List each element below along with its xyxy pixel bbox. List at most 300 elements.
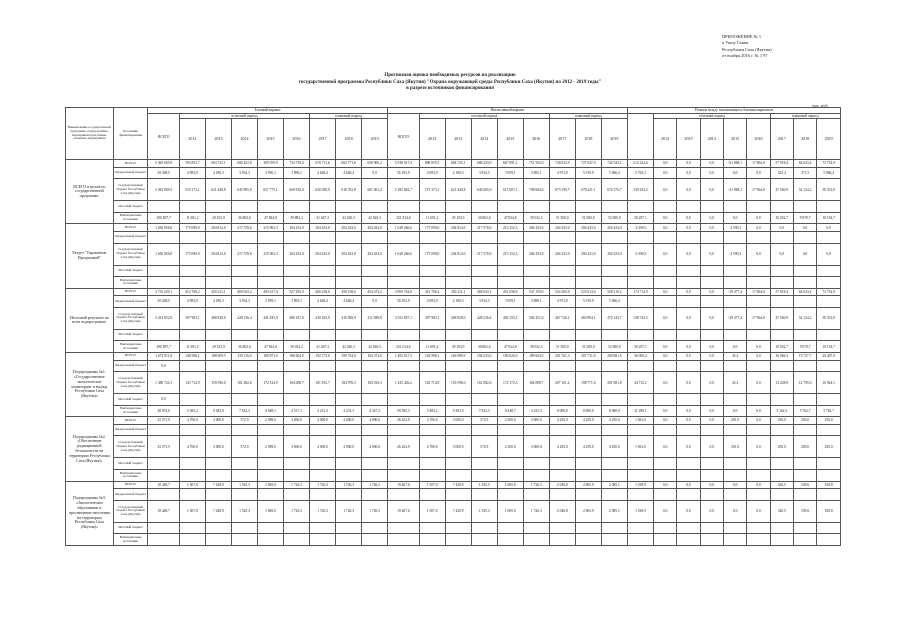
base-value-cell: 139 116,0 — [231, 353, 257, 361]
intensive-value-cell: 180 620,0 — [497, 353, 523, 361]
base-value-cell: 441 035,9 — [258, 307, 284, 329]
base-value-cell — [231, 458, 257, 470]
table-row — [66, 372, 841, 394]
table-header — [66, 108, 841, 160]
base-value-cell: 657 775,1 — [258, 179, 284, 201]
budget-table — [65, 107, 841, 546]
intensive-value-cell: 168 233,0 — [471, 353, 497, 361]
intensive-value-cell: 467 726,2 — [549, 307, 575, 329]
base-value-cell: 411 989,8 — [362, 307, 388, 329]
intensive-value-cell — [523, 360, 549, 372]
base-value-cell — [231, 277, 257, 289]
intensive-value-cell: 11 691,2 — [419, 341, 445, 353]
base-value-cell: 41 467,3 — [310, 341, 336, 353]
diff-value-cell: 201,0 — [723, 436, 746, 458]
intensive-value-cell: 159 596,0 — [445, 372, 471, 394]
diff-value-cell — [653, 534, 676, 546]
base-value-cell: 618 702,8 — [336, 179, 362, 201]
diff-value-cell — [793, 522, 816, 534]
diff-value-cell: 0,0 — [747, 341, 770, 353]
diff-value-cell: 358,8 — [817, 500, 841, 522]
intensive-value-cell: 8 000,0 — [575, 405, 601, 417]
intensive-value-cell — [445, 360, 471, 372]
base-value-cell — [362, 534, 388, 546]
base-value-cell: 4 327,3 — [362, 405, 388, 417]
base-value-cell — [362, 265, 388, 277]
base-value-cell — [205, 489, 231, 501]
diff-value-cell: 9 979,7 — [793, 212, 816, 224]
base-value-cell: 1 726,3 — [336, 500, 362, 522]
diff-value-cell: 0,0 — [770, 224, 793, 232]
base-value-cell: 1 065,0 — [258, 481, 284, 489]
header-year: 2013 — [445, 119, 471, 160]
intensive-value-cell — [497, 522, 523, 534]
base-value-cell: 662 771,6 — [336, 160, 362, 168]
intensive-value-cell — [575, 265, 601, 277]
diff-value-cell — [793, 201, 816, 213]
intensive-value-cell: 189 604,0 — [523, 353, 549, 361]
intensive-value-cell — [601, 394, 627, 406]
base-value-cell: 1 630 856,8 — [148, 224, 179, 232]
header-year: 2018 — [336, 119, 362, 160]
base-value-cell — [205, 329, 231, 341]
diff-value-cell: 0,0 — [817, 224, 841, 232]
table-row — [66, 288, 841, 296]
diff-value-cell: 0,0 — [653, 372, 676, 394]
base-value-cell: 4 093,9 — [179, 167, 205, 179]
diff-value-cell — [700, 522, 723, 534]
base-value-cell — [205, 265, 231, 277]
base-value-cell: 4 231,3 — [310, 405, 336, 417]
base-value-cell: 1 726,3 — [310, 500, 336, 522]
intensive-value-cell — [419, 534, 445, 546]
base-value-cell — [362, 489, 388, 501]
base-value-cell: 0,0 — [362, 167, 388, 179]
intensive-value-cell: 451 838,8 — [497, 288, 523, 296]
diff-value-cell — [793, 424, 816, 436]
source-label: ВСЕГО: — [113, 481, 148, 489]
intensive-value-cell — [497, 277, 523, 289]
base-value-cell — [231, 424, 257, 436]
intensive-value-cell — [419, 277, 445, 289]
intensive-value-cell — [549, 277, 575, 289]
diff-value-cell: 0,0 — [747, 417, 770, 425]
base-value-cell — [148, 489, 179, 501]
header-reported: отчетный период — [179, 114, 309, 119]
table-row — [66, 353, 841, 361]
base-value-cell — [258, 265, 284, 277]
header-total: ВСЕГО — [388, 114, 419, 160]
base-value-cell — [284, 470, 310, 482]
base-value-cell: 192 173,0 — [310, 353, 336, 361]
intensive-value-cell: 5 066,4 — [601, 167, 627, 179]
diff-value-cell — [677, 360, 700, 372]
base-value-cell — [231, 522, 257, 534]
header-year: 2017 — [770, 119, 793, 160]
intensive-value-cell: 678 421,1 — [575, 179, 601, 201]
intensive-value-cell — [497, 489, 523, 501]
source-label: Внебюджетные источники — [113, 470, 148, 482]
diff-value-cell — [770, 394, 793, 406]
intensive-value-cell — [419, 231, 445, 243]
table-row — [66, 522, 841, 534]
diff-value-cell: 0,0 — [653, 224, 676, 232]
diff-value-cell — [700, 534, 723, 546]
base-value-cell — [362, 424, 388, 436]
diff-value-cell — [700, 360, 723, 372]
intensive-value-cell: 450 211,1 — [445, 288, 471, 296]
source-label: Федеральный бюджет — [113, 489, 148, 501]
diff-value-cell — [627, 201, 653, 213]
header-total: ВСЕГО — [148, 114, 179, 160]
base-value-cell — [258, 394, 284, 406]
intensive-value-cell: 4 180,3 — [445, 296, 471, 308]
intensive-value-cell — [388, 534, 419, 546]
table-row — [66, 500, 841, 522]
table-row — [66, 307, 841, 329]
base-value-cell: 204 814,0 — [205, 243, 231, 265]
table-row — [66, 231, 841, 243]
intensive-value-cell — [549, 360, 575, 372]
diff-value-cell: 0,0 — [700, 224, 723, 232]
base-value-cell — [336, 329, 362, 341]
base-value-cell: 428 316,4 — [231, 307, 257, 329]
base-value-cell — [284, 265, 310, 277]
header-year: 2014 — [700, 119, 723, 160]
base-value-cell: 4 700,0 — [179, 436, 205, 458]
intensive-value-cell — [601, 231, 627, 243]
base-value-cell — [310, 489, 336, 501]
diff-value-cell: 20 407,9 — [817, 353, 841, 361]
intensive-value-cell — [497, 424, 523, 436]
diff-value-cell: 5 066,4 — [817, 167, 841, 179]
intensive-value-cell — [497, 458, 523, 470]
header-year: 2015 — [258, 119, 284, 160]
intensive-value-cell: 172 172,3 — [497, 372, 523, 394]
header-reported: отчетный период — [653, 114, 770, 119]
base-value-cell — [284, 424, 310, 436]
diff-value-cell — [793, 265, 816, 277]
intensive-value-cell: 4 180,3 — [445, 167, 471, 179]
diff-value-cell — [653, 489, 676, 501]
base-value-cell — [310, 360, 336, 372]
intensive-value-cell: 397 983,1 — [419, 307, 445, 329]
intensive-value-cell: 9 383,9 — [445, 405, 471, 417]
intensive-value-cell: 204 433,0 — [523, 243, 549, 265]
intensive-value-cell — [549, 458, 575, 470]
intensive-value-cell: 1 545,3 — [471, 500, 497, 522]
base-value-cell: 184 374,0 — [362, 353, 388, 361]
diff-value-cell: 138 744,5 — [627, 307, 653, 329]
base-value-cell: 533 173,1 — [179, 179, 205, 201]
diff-value-cell: -2 590,3 — [723, 243, 746, 265]
intensive-value-cell: 201 881,8 — [601, 372, 627, 394]
base-value-cell — [310, 277, 336, 289]
intensive-value-cell: 2 065,9 — [575, 481, 601, 489]
intensive-value-cell — [445, 458, 471, 470]
intensive-value-cell: 1 507,0 — [419, 481, 445, 489]
base-value-cell: 204 814,0 — [205, 224, 231, 232]
diff-value-cell: 47 560,9 — [770, 307, 793, 329]
base-value-cell: 172 124,9 — [258, 372, 284, 394]
diff-value-cell — [627, 231, 653, 243]
header-planned: плановый период — [549, 114, 627, 119]
diff-value-cell — [747, 534, 770, 546]
intensive-value-cell: 1 628 266,6 — [388, 224, 419, 232]
diff-value-cell: 0,0 — [677, 224, 700, 232]
intensive-value-cell — [419, 522, 445, 534]
base-value-cell: 7 428,9 — [205, 500, 231, 522]
base-value-cell: 3 959,1 — [258, 296, 284, 308]
diff-value-cell — [770, 534, 793, 546]
intensive-value-cell: 708 684,6 — [523, 179, 549, 201]
base-value-cell: 217 578,6 — [231, 243, 257, 265]
diff-value-cell — [770, 360, 793, 372]
base-value-cell — [179, 231, 205, 243]
base-value-cell — [362, 201, 388, 213]
diff-value-cell: 0,0 — [747, 500, 770, 522]
base-value-cell — [258, 489, 284, 501]
intensive-value-cell — [388, 394, 419, 406]
diff-value-cell — [700, 329, 723, 341]
diff-value-cell — [653, 277, 676, 289]
diff-value-cell — [770, 470, 793, 482]
header-year: 2012 — [653, 119, 676, 160]
diff-value-cell — [677, 458, 700, 470]
base-value-cell: 199 734,8 — [336, 353, 362, 361]
intensive-value-cell: 36 802,6 — [471, 341, 497, 353]
diff-value-cell: 17 864,0 — [747, 288, 770, 296]
source-label: Федеральный бюджет — [113, 424, 148, 436]
diff-value-cell — [653, 296, 676, 308]
base-value-cell: 408 928,0 — [205, 307, 231, 329]
base-value-cell — [258, 231, 284, 243]
intensive-value-cell: 321 814,6 — [388, 212, 419, 224]
intensive-value-cell — [388, 329, 419, 341]
header-year: 2019 — [362, 119, 388, 160]
base-value-cell: 527 295,0 — [284, 288, 310, 296]
header-year: 2015 — [497, 119, 523, 160]
intensive-value-cell — [388, 231, 419, 243]
intensive-value-cell — [388, 277, 419, 289]
diff-value-cell: 0,0 — [700, 353, 723, 361]
intensive-value-cell — [471, 277, 497, 289]
intensive-value-cell — [575, 201, 601, 213]
intensive-value-cell: 7 428,9 — [445, 481, 471, 489]
diff-value-cell — [747, 394, 770, 406]
base-value-cell: 5 483,2 — [179, 405, 205, 417]
intensive-value-cell — [445, 201, 471, 213]
diff-value-cell — [653, 470, 676, 482]
intensive-value-cell — [471, 489, 497, 501]
diff-value-cell: 17 864,0 — [747, 160, 770, 168]
intensive-value-cell: 2 300,0 — [497, 436, 523, 458]
diff-value-cell: 9 979,7 — [793, 341, 816, 353]
table-row — [66, 265, 841, 277]
diff-value-cell: 0,0 — [677, 372, 700, 394]
intensive-value-cell: 217 578,6 — [471, 243, 497, 265]
source-label: ВСЕГО: — [113, 417, 148, 425]
intensive-value-cell — [549, 231, 575, 243]
block-name: Подпрограмма №2. «Обеспечение радиационной безопасности на территории Республики Саха (Якутия)» — [66, 417, 114, 481]
base-value-cell: 290 807,7 — [148, 341, 179, 353]
intensive-value-cell: 2 065,9 — [575, 500, 601, 522]
intensive-value-cell — [419, 394, 445, 406]
intensive-value-cell: 207 731,6 — [575, 353, 601, 361]
diff-value-cell: 0,0 — [700, 160, 723, 168]
intensive-value-cell — [471, 522, 497, 534]
diff-value-cell: 0,0 — [700, 372, 723, 394]
diff-value-cell — [723, 296, 746, 308]
base-value-cell: 42 020,3 — [336, 341, 362, 353]
diff-value-cell — [817, 329, 841, 341]
diff-value-cell: 45,3 — [723, 353, 746, 361]
intensive-value-cell: 1 507,0 — [419, 500, 445, 522]
intensive-value-cell — [523, 489, 549, 501]
intensive-value-cell: 3 959,1 — [497, 167, 523, 179]
diff-value-cell: 0,0 — [653, 167, 676, 179]
base-value-cell: 4 000,0 — [310, 417, 336, 425]
intensive-value-cell — [419, 329, 445, 341]
intensive-value-cell: 51 500,0 — [549, 341, 575, 353]
intensive-value-cell: 204 814,0 — [445, 243, 471, 265]
header-year: 2018 — [793, 119, 816, 160]
intensive-value-cell: 3 934,3 — [471, 167, 497, 179]
intensive-value-cell: 524 200,0 — [549, 288, 575, 296]
intensive-value-cell: 1 065,0 — [497, 500, 523, 522]
diff-value-cell: 54 124,2 — [793, 179, 816, 201]
base-value-cell: 2 099,0 — [258, 436, 284, 458]
diff-value-cell: 5 763,3 — [627, 167, 653, 179]
diff-value-cell: 0,0 — [747, 212, 770, 224]
diff-value-cell — [723, 424, 746, 436]
intensive-value-cell: 645 605,0 — [471, 179, 497, 201]
intensive-value-cell: 5 066,4 — [601, 296, 627, 308]
base-value-cell: 204 433,0 — [362, 224, 388, 232]
base-value-cell: 204 433,0 — [284, 243, 310, 265]
table-row — [66, 296, 841, 308]
intensive-value-cell: 204 433,0 — [601, 224, 627, 232]
intensive-value-cell: 686 433,9 — [471, 160, 497, 168]
intensive-value-cell — [419, 201, 445, 213]
diff-value-cell — [677, 329, 700, 341]
base-value-cell: 18 448,7 — [148, 481, 179, 489]
base-value-cell — [231, 231, 257, 243]
intensive-value-cell — [549, 424, 575, 436]
intensive-value-cell — [549, 470, 575, 482]
source-label: Местный бюджет — [113, 201, 148, 213]
header-name: Наименование государственной программы, подпрограммы, мероприятия программы, основного мероприятия — [66, 108, 114, 160]
base-value-cell — [284, 522, 310, 534]
base-value-cell: 29 103,9 — [205, 341, 231, 353]
diff-value-cell: 0,0 — [770, 243, 793, 265]
diff-value-cell — [627, 489, 653, 501]
intensive-value-cell: 469 043,1 — [471, 288, 497, 296]
header-year: 2012 — [179, 119, 205, 160]
diff-value-cell — [793, 360, 816, 372]
intensive-value-cell — [445, 394, 471, 406]
title-line-3: в разрезе источников финансирования — [406, 86, 494, 92]
diff-value-cell: 0,0 — [747, 353, 770, 361]
diff-value-cell: 73 754,9 — [817, 160, 841, 168]
intensive-value-cell — [445, 489, 471, 501]
diff-value-cell: 0,0 — [700, 341, 723, 353]
base-value-cell — [179, 458, 205, 470]
diff-value-cell — [627, 394, 653, 406]
intensive-value-cell — [549, 522, 575, 534]
table-row — [66, 394, 841, 406]
diff-value-cell — [770, 277, 793, 289]
intensive-value-cell: 504 251,6 — [523, 307, 549, 329]
intensive-value-cell: 7 428,9 — [445, 500, 471, 522]
intensive-value-cell: 547 159,0 — [523, 288, 549, 296]
diff-value-cell: 10 194,7 — [817, 212, 841, 224]
base-value-cell: 1 726,3 — [284, 481, 310, 489]
diff-value-cell — [723, 489, 746, 501]
intensive-value-cell: 209 881,6 — [601, 353, 627, 361]
base-value-cell: 469 043,2 — [231, 288, 257, 296]
intensive-value-cell — [575, 231, 601, 243]
base-value-cell: 9 383,9 — [205, 405, 231, 417]
diff-value-cell — [700, 489, 723, 501]
base-value-cell — [258, 522, 284, 534]
intensive-value-cell — [601, 534, 627, 546]
diff-value-cell: 201,0 — [723, 417, 746, 425]
base-value-cell — [310, 329, 336, 341]
intensive-value-cell: 59 585,3 — [388, 405, 419, 417]
source-label: Государственный бюджет Республики Саха (Якутия) — [113, 500, 148, 522]
diff-value-cell: 0,0 — [677, 500, 700, 522]
intensive-value-cell — [419, 458, 445, 470]
base-value-cell: 4 180,3 — [205, 296, 231, 308]
source-label: Государственный бюджет Республики Саха (Якутия) — [113, 436, 148, 458]
source-label: Внебюджетные источники — [113, 212, 148, 224]
base-value-cell: 215 902,3 — [258, 243, 284, 265]
base-value-cell: 3 896,1 — [284, 167, 310, 179]
diff-value-cell — [653, 458, 676, 470]
diff-value-cell: 3 762,7 — [817, 405, 841, 417]
intensive-value-cell: 727 047,0 — [575, 160, 601, 168]
base-value-cell — [258, 360, 284, 372]
diff-value-cell: 16 066,3 — [770, 353, 793, 361]
base-value-cell — [179, 277, 205, 289]
diff-value-cell: 320,5 — [770, 500, 793, 522]
intensive-value-cell — [471, 360, 497, 372]
intensive-value-cell: 217 578,6 — [471, 224, 497, 232]
intensive-value-cell: 26 432,9 — [388, 436, 419, 458]
diff-value-cell — [817, 470, 841, 482]
intensive-value-cell: 52 000,0 — [601, 341, 627, 353]
base-value-cell — [362, 360, 388, 372]
diff-value-cell: 339,6 — [793, 500, 816, 522]
base-value-cell: 486 167,6 — [284, 307, 310, 329]
base-value-cell: 397 983,1 — [179, 307, 205, 329]
base-value-cell: 175 090,0 — [179, 243, 205, 265]
diff-value-cell: 0,0 — [677, 353, 700, 361]
base-value-cell: 3 000,0 — [205, 417, 231, 425]
base-value-cell: 181 933,7 — [310, 372, 336, 394]
diff-value-cell — [700, 201, 723, 213]
intensive-value-cell — [445, 470, 471, 482]
source-label: ВСЕГО: — [113, 288, 148, 296]
diff-value-cell: 10 194,7 — [817, 341, 841, 353]
diff-value-cell — [817, 522, 841, 534]
base-value-cell — [310, 265, 336, 277]
intensive-value-cell: 5 019,9 — [575, 167, 601, 179]
intensive-value-cell: 204 433,0 — [523, 224, 549, 232]
base-value-cell: 29 103,9 — [205, 212, 231, 224]
intensive-value-cell: 184 008,7 — [523, 372, 549, 394]
